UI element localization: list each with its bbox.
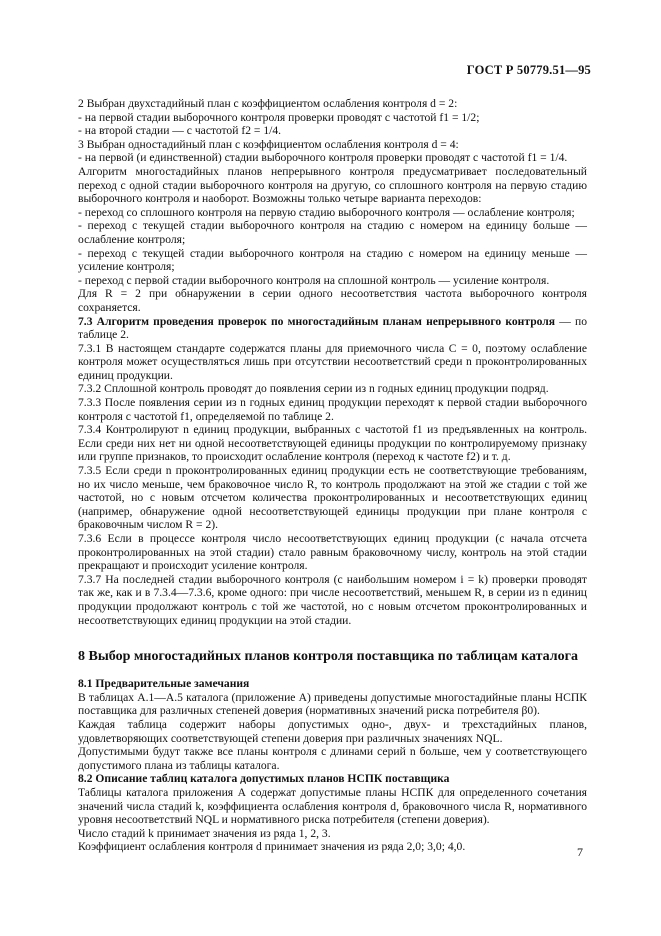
paragraph: - переход с первой стадии выборочного контроля на сплошной контроль — усиление контроля. bbox=[78, 273, 550, 287]
subsection-7-3-tail: — по таблице 2. bbox=[78, 314, 587, 342]
paragraph: Допустимыми будут также все планы контроля с длинами серий n больше, чем у соответствующего допустимого плана из таблицы каталога. bbox=[78, 745, 587, 772]
paragraph: - переход со сплошного контроля на первую стадию выборочного контроля — ослабление контроля; bbox=[78, 205, 575, 219]
paragraph: 7.3.3 После появления серии из n годных единиц продукции переходят к первой стадии выборочного контроля с частотой f1, определяемой по таблице 2. bbox=[78, 396, 587, 423]
page-content bbox=[78, 97, 587, 854]
paragraph: Таблицы каталога приложения А содержат допустимые планы НСПК для определенного сочетания значений числа стадий k, коэффициента ослабления контроля d, браковочного числа R, нормативного уровня несоответствий NQL и нормативного риска потребителя (степени доверия). bbox=[78, 785, 587, 827]
paragraph: 3 Выбран одностадийный план с коэффициентом ослабления контроля d = 4: bbox=[78, 137, 459, 151]
page-number: 7 bbox=[577, 845, 583, 859]
subsection-7-3-title: 7.3 Алгоритм проведения проверок по многостадийным планам непрерывного контроля bbox=[78, 314, 556, 328]
paragraph: Коэффициент ослабления контроля d принимает значения из ряда 2,0; 3,0; 4,0. bbox=[78, 840, 466, 854]
subsection-8-1-title: 8.1 Предварительные замечания bbox=[78, 677, 250, 691]
paragraph: - переход с текущей стадии выборочного контроля на стадию с номером на единицу больше — ослабление контроля; bbox=[78, 219, 587, 246]
section-8-title: 8 Выбор многостадийных планов контроля поставщика по таблицам каталога bbox=[78, 649, 578, 665]
paragraph: - на первой стадии выборочного контроля проверки проводят с частотой f1 = 1/2; bbox=[78, 110, 480, 124]
paragraph: 7.3.7 На последней стадии выборочного контроля (с наибольшим номером i = k) проверки проводят так же, как и в 7.3.4—7.3.6, кроме одного: при числе несоответствий, меньшем R, в серии из n единиц продукции продолжают контроль с той же частотой, но с новым отсчетом проконтролированных и несоответствующих единиц продукции на этой стадии. bbox=[78, 572, 587, 627]
paragraph: В таблицах А.1—А.5 каталога (приложение А) приведены допустимые многостадийные планы НСПК поставщика для различных степеней доверия (нормативных значений риска потребителя β0). bbox=[78, 690, 587, 718]
paragraph: 7.3.5 Если среди n проконтролированных единиц продукции есть не соответствующие требованиям, но их число меньше, чем браковочное число R, то контроль продолжают на этой же стадии с той же частотой, но с новым отсчетом количества проконтролированных и несоответствующих единиц (например, обнаружение одной несоответствующей единицы продукции при плане контроля с браковочным числом R = 2). bbox=[78, 464, 587, 532]
paragraph: - на первой (и единственной) стадии выборочного контроля проверки проводят с частотой f1 = 1/4. bbox=[78, 151, 568, 165]
subsection-8-2-title: 8.2 Описание таблиц каталога допустимых планов НСПК поставщика bbox=[78, 772, 450, 786]
paragraph: - на второй стадии — с частотой f2 = 1/4. bbox=[78, 124, 282, 138]
paragraph: 7.3.2 Сплошной контроль проводят до появления серии из n годных единиц продукции подряд. bbox=[78, 382, 549, 396]
subsection-7-3 bbox=[78, 315, 587, 342]
paragraph: 7.3.6 Если в процессе контроля число несоответствующих единиц продукции (с начала отсчета проконтролированных на этой стадии) стало равным браковочному числу, контроль на этой стадии прекращают и происходит усиление контроля. bbox=[78, 532, 587, 573]
paragraph: Число стадий k принимает значения из ряда 1, 2, 3. bbox=[78, 826, 331, 840]
document-header: ГОСТ Р 50779.51—95 bbox=[466, 63, 591, 77]
paragraph: 7.3.1 В настоящем стандарте содержатся планы для приемочного числа C = 0, поэтому ослабление контроля может осуществляться лишь при отсутствии несоответствий среди n проконтролированных единиц продукции. bbox=[78, 341, 587, 382]
paragraph: Каждая таблица содержит наборы допустимых одно-, двух- и трехстадийных планов, удовлетворяющих соответствующей степени доверия при различных значениях NQL. bbox=[78, 717, 587, 745]
paragraph: Алгоритм многостадийных планов непрерывного контроля предусматривает последовательный переход с одной стадии выборочного контроля на другую, со сплошного контроля на первую стадию выборочного контроля и наоборот. Возможны только четыре варианта переходов: bbox=[78, 164, 587, 206]
paragraph: Для R = 2 при обнаружении в серии одного несоответствия частота выборочного контроля сохраняется. bbox=[78, 287, 587, 314]
paragraph: - переход с текущей стадии выборочного контроля на стадию с номером на единицу меньше — усиление контроля; bbox=[78, 246, 587, 274]
paragraph: 7.3.4 Контролируют n единиц продукции, выбранных с частотой f1 из предъявленных на контроль. Если среди них нет ни одной несоответствующей единицы продукции по контролируемому признаку или группе признаков, то происходит ослабление контроля (переход к частоте f2) и т. д. bbox=[78, 423, 587, 464]
paragraph: 2 Выбран двухстадийный план с коэффициентом ослабления контроля d = 2: bbox=[78, 97, 458, 110]
